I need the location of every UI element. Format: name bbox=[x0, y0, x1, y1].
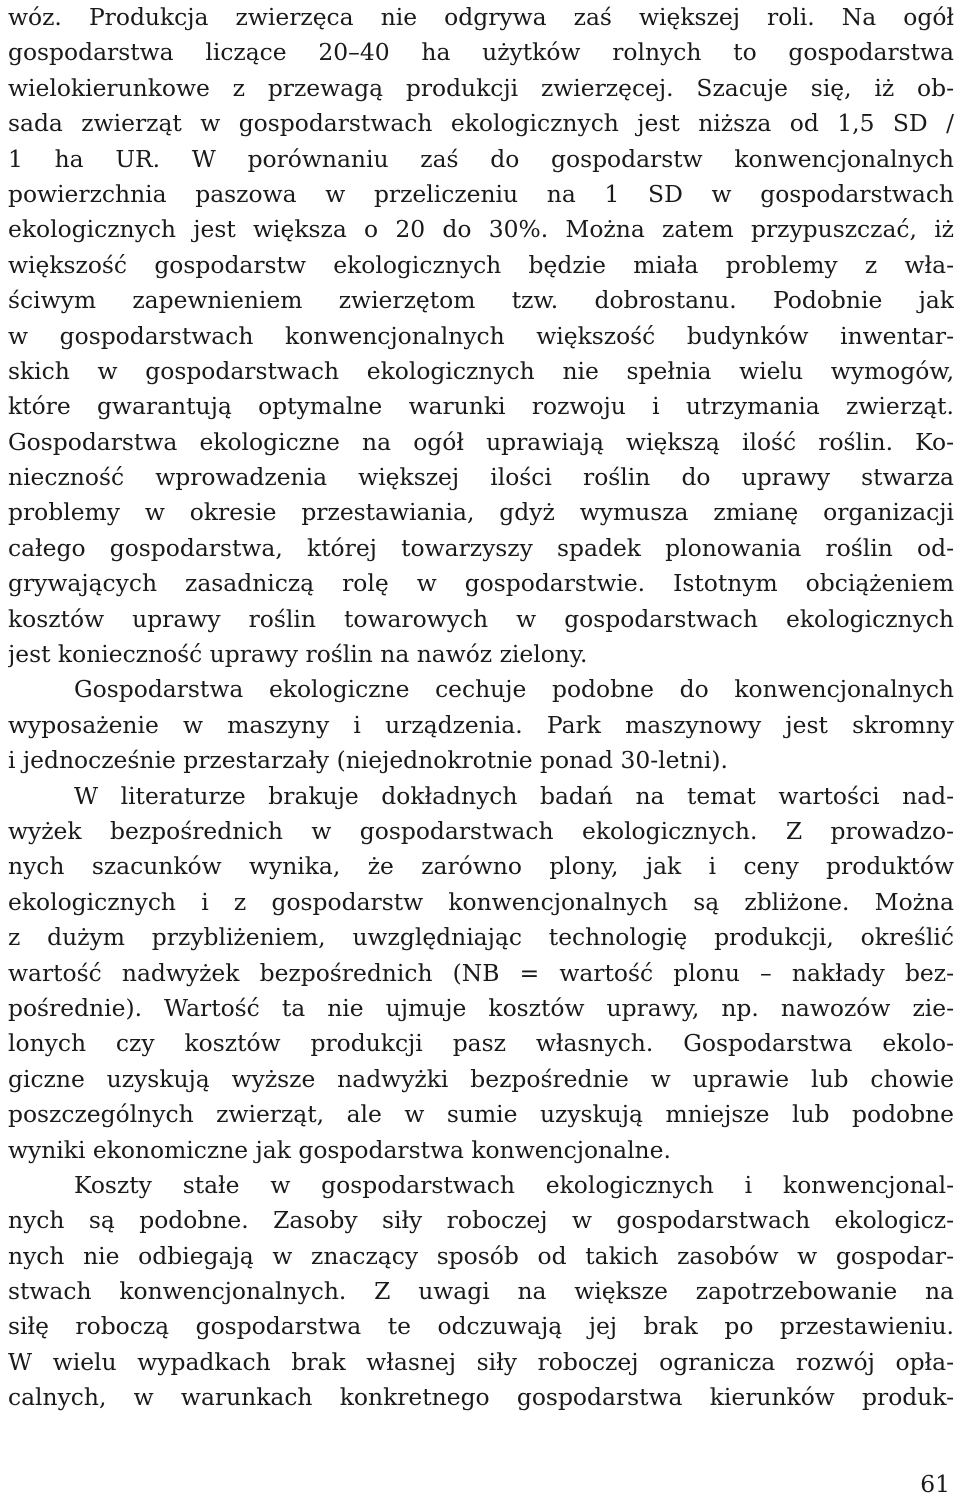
text-line: Gospodarstwa ekologiczne na ogół uprawiają większą ilość roślin. Ko- bbox=[8, 427, 954, 456]
text-line: nych są podobne. Zasoby siły roboczej w gospodarstwach ekologicz- bbox=[8, 1206, 954, 1235]
text-line: stwach konwencjonalnych. Z uwagi na większe zapotrzebowanie na bbox=[8, 1277, 954, 1306]
text-line: które gwarantują optymalne warunki rozwoju i utrzymania zwierząt. bbox=[8, 392, 954, 421]
text-line: wielokierunkowe z przewagą produkcji zwierzęcej. Szacuje się, iż ob- bbox=[8, 73, 954, 102]
text-line: W literaturze brakuje dokładnych badań na temat wartości nad- bbox=[74, 781, 954, 810]
text-line: wyżek bezpośrednich w gospodarstwach ekologicznych. Z prowadzo- bbox=[8, 816, 954, 845]
document-body bbox=[8, 0, 954, 1416]
text-line: siłę roboczą gospodarstwa te odczuwają jej brak po przestawieniu. bbox=[8, 1312, 954, 1341]
text-line: całego gospodarstwa, której towarzyszy spadek plonowania roślin od- bbox=[8, 533, 954, 562]
text-line: nych szacunków wynika, że zarówno plony, jak i ceny produktów bbox=[8, 852, 954, 881]
text-line: problemy w okresie przestawiania, gdyż wymusza zmianę organizacji bbox=[8, 498, 954, 527]
text-line: 1 ha UR. W porównaniu zaś do gospodarstw konwencjonalnych bbox=[8, 144, 954, 173]
page-number: 61 bbox=[920, 1470, 950, 1498]
text-line: grywających zasadniczą rolę w gospodarstwie. Istotnym obciążeniem bbox=[8, 569, 954, 598]
text-line: kosztów uprawy roślin towarowych w gospodarstwach ekologicznych bbox=[8, 604, 954, 633]
text-line: giczne uzyskują wyższe nadwyżki bezpośrednie w uprawie lub chowie bbox=[8, 1064, 954, 1093]
text-line: z dużym przybliżeniem, uwzględniając technologię produkcji, określić bbox=[8, 923, 954, 952]
text-line: Koszty stałe w gospodarstwach ekologicznych i konwencjonal- bbox=[74, 1170, 954, 1199]
text-line: większość gospodarstw ekologicznych będzie miała problemy z wła- bbox=[8, 250, 954, 279]
text-line: Gospodarstwa ekologiczne cechuje podobne do konwencjonalnych bbox=[74, 675, 954, 704]
text-line: calnych, w warunkach konkretnego gospodarstwa kierunków produk- bbox=[8, 1383, 954, 1412]
text-line: W wielu wypadkach brak własnej siły roboczej ogranicza rozwój opła- bbox=[8, 1347, 954, 1376]
text-line: poszczególnych zwierząt, ale w sumie uzyskują mniejsze lub podobne bbox=[8, 1100, 954, 1129]
text-line: powierzchnia paszowa w przeliczeniu na 1 SD w gospodarstwach bbox=[8, 179, 954, 208]
text-line: gospodarstwa liczące 20–40 ha użytków rolnych to gospodarstwa bbox=[8, 38, 954, 67]
text-line: jest konieczność uprawy roślin na nawóz zielony. bbox=[8, 640, 588, 669]
text-line: lonych czy kosztów produkcji pasz własnych. Gospodarstwa ekolo- bbox=[8, 1029, 954, 1058]
text-line: skich w gospodarstwach ekologicznych nie spełnia wielu wymogów, bbox=[8, 356, 954, 385]
text-line: ekologicznych i z gospodarstw konwencjonalnych są zbliżone. Można bbox=[8, 887, 954, 916]
text-line: ekologicznych jest większa o 20 do 30%. Można zatem przypuszczać, iż bbox=[8, 215, 954, 244]
text-line: wóz. Produkcja zwierzęca nie odgrywa zaś większej roli. Na ogół bbox=[8, 3, 954, 31]
text-line: w gospodarstwach konwencjonalnych większość budynków inwentar- bbox=[8, 321, 954, 350]
text-line: pośrednie). Wartość ta nie ujmuje kosztów uprawy, np. nawozów zie- bbox=[8, 993, 954, 1022]
text-line: nieczność wprowadzenia większej ilości roślin do uprawy stwarza bbox=[8, 463, 954, 492]
text-line: nych nie odbiegają w znaczący sposób od takich zasobów w gospodar- bbox=[8, 1241, 954, 1270]
text-line: wartość nadwyżek bezpośrednich (NB = wartość plonu – nakłady bez- bbox=[8, 958, 954, 987]
text-line: ściwym zapewnieniem zwierzętom tzw. dobrostanu. Podobnie jak bbox=[8, 286, 954, 315]
text-line: i jednocześnie przestarzały (niejednokrotnie ponad 30-letni). bbox=[8, 746, 728, 775]
text-line: sada zwierząt w gospodarstwach ekologicznych jest niższa od 1,5 SD / bbox=[8, 109, 954, 138]
text-line: wyposażenie w maszyny i urządzenia. Park maszynowy jest skromny bbox=[8, 710, 954, 739]
text-line: wyniki ekonomiczne jak gospodarstwa konwencjonalne. bbox=[8, 1135, 671, 1164]
